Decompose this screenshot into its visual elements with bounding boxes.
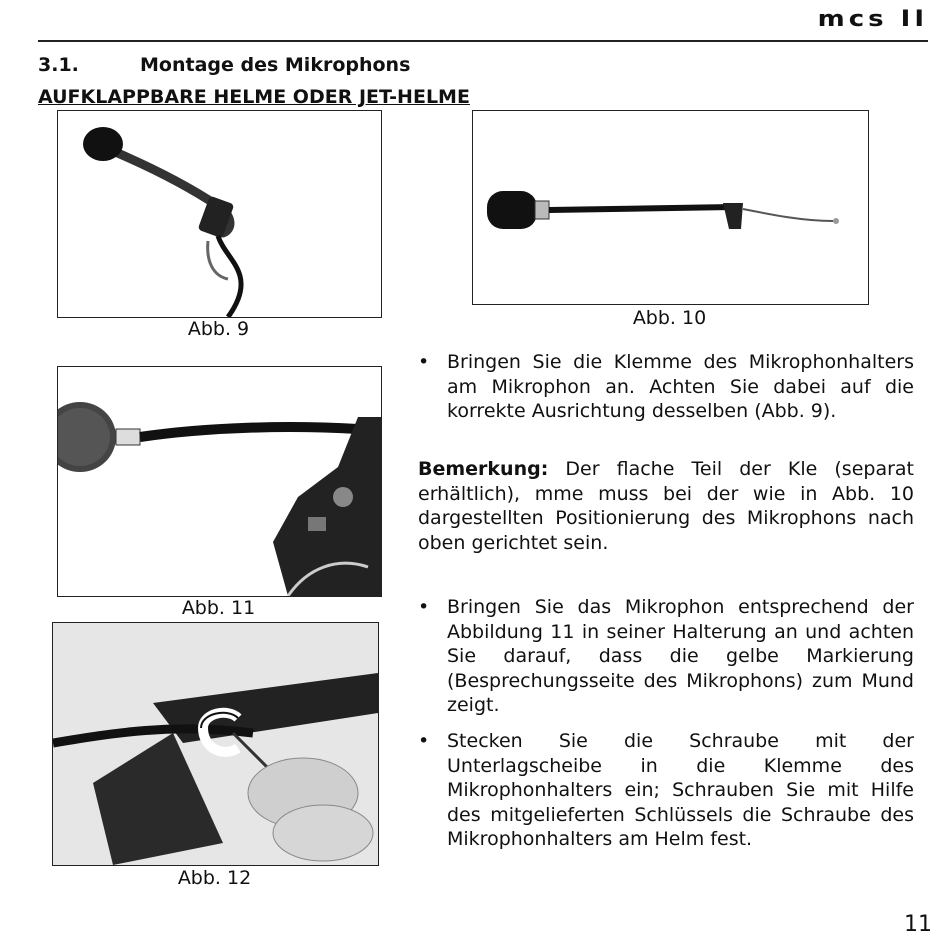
page-number: 11 bbox=[904, 912, 932, 937]
section-subtitle: AUFKLAPPBARE HELME ODER JET-HELME bbox=[38, 86, 470, 108]
note-body: Der flache Teil der Kle (separat erhältlich), mme muss bei der wie in Abb. 10 dargestellten Positionierung des Mikrophons nach oben gerichtet sein. bbox=[418, 458, 914, 554]
figure-10-image bbox=[472, 110, 869, 305]
figure-12-caption: Abb. 12 bbox=[177, 867, 252, 889]
instruction-bullet-2 bbox=[418, 595, 914, 718]
figure-11-image bbox=[57, 366, 382, 597]
figure-11-caption: Abb. 11 bbox=[181, 597, 256, 619]
bullet-dot: • bbox=[418, 596, 430, 618]
section-number: 3.1. bbox=[38, 54, 79, 76]
figure-9-caption: Abb. 9 bbox=[187, 318, 250, 340]
note-paragraph bbox=[418, 457, 914, 555]
figure-9-image bbox=[57, 110, 382, 318]
instruction-bullet-1 bbox=[418, 350, 914, 424]
section-title: Montage des Mikrophons bbox=[140, 54, 411, 76]
figure-10-caption: Abb. 10 bbox=[632, 307, 707, 329]
bullet-dot: • bbox=[418, 351, 430, 373]
note-label: Bemerkung: bbox=[418, 458, 549, 480]
figure-12-image bbox=[52, 622, 379, 866]
instruction-bullet-3 bbox=[418, 729, 914, 852]
instruction-text-1: Bringen Sie die Klemme des Mikrophonhalters am Mikrophon an. Achten Sie dabei auf die korrekte Ausrichtung desselben (Abb. 9). bbox=[447, 351, 914, 422]
bullet-dot: • bbox=[418, 730, 430, 752]
instruction-text-3: Stecken Sie die Schraube mit der Unterlagscheibe in die Klemme des Mikrophonhalters ein; Schrauben Sie mit Hilfe des mitgelieferten Schlüssels die Schraube des Mikrophonhalters am Helm fest. bbox=[447, 730, 914, 850]
instruction-text-2: Bringen Sie das Mikrophon entsprechend der Abbildung 11 in seiner Halterung an und achten Sie darauf, dass die gelbe Markierung (Besprechungsseite des Mikrophons) zum Mund zeigt. bbox=[447, 596, 914, 716]
brand-logo: mcs II bbox=[817, 6, 928, 32]
header-rule bbox=[38, 40, 928, 42]
